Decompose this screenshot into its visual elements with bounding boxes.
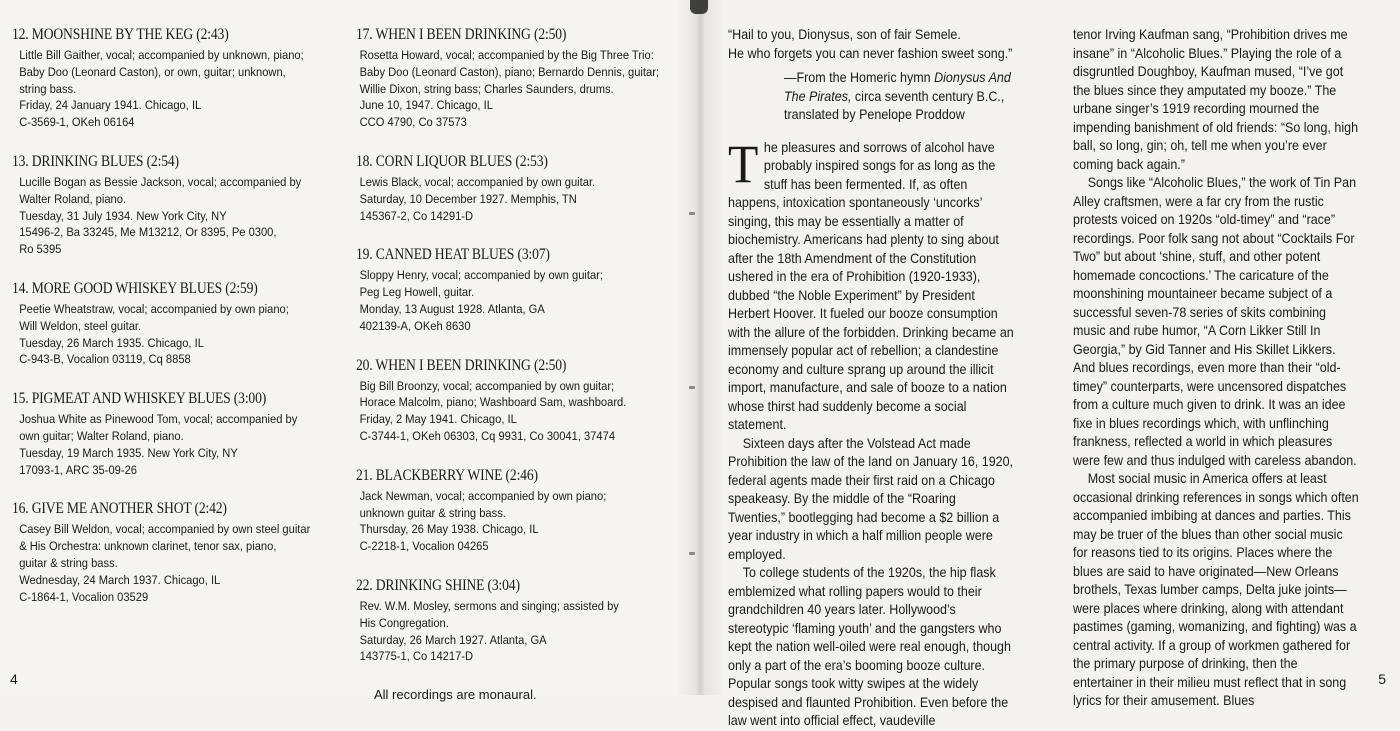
essay-paragraph-3: To college students of the 1920s, the hip flask emblemized what rolling papers would to their grandchildren 40 years later. Hollywood’s stereotypic ‘flaming youth’ and the gangsters who kept the nation well-oiled were real enough, though only a part of the era’s booming booze culture. Popular songs took witty swipes at the widely despised and flaunted Prohibition. Even before the law went into official effect, vaudeville (728, 565, 1011, 728)
drop-cap: T (728, 133, 759, 194)
track-entry (12, 153, 342, 258)
track-detail-line: CCO 4790, Co 37573 (359, 115, 467, 130)
track-detail-line: Tuesday, 19 March 1935. New York City, NY (19, 445, 238, 460)
binding-mark (689, 212, 695, 215)
track-detail-line: unknown guitar & string bass. (359, 505, 506, 520)
track-entry (12, 26, 342, 131)
epigraph-line: He who forgets you can never fashion sweet song.” (728, 45, 1013, 61)
attribution-title-part2: The Pirates, (784, 88, 852, 104)
track-detail-line: Baby Doo (Leonard Caston), or own, guitar; unknown, (19, 64, 286, 79)
track-detail-line: C-2218-1, Vocalion 04265 (359, 539, 489, 554)
track-detail-line: Will Weldon, steel guitar. (19, 318, 142, 333)
track-detail-line: Baby Doo (Leonard Caston), piano; Bernardo Dennis, guitar; (359, 64, 660, 79)
track-detail-line: & His Orchestra: unknown clarinet, tenor sax, piano, (19, 539, 277, 554)
track-detail-line: Saturday, 10 December 1927. Memphis, TN (359, 191, 577, 206)
essay-paragraph-5: Songs like “Alcoholic Blues,” the work of Tin Pan Alley craftsmen, were a far cry from the rustic protests voiced on 1920s “old-timey” and “race” recordings. Poor folk sang not about “Cocktails For Two” but about ‘shine, stuff, and other potent homemade concoctions.’ The caricature of the moonshining mountaineer became subject of a successful seven-78 series of skits combining music and rube humor, “A Corn Likker Still In Georgia,” by Gid Tanner and His Skillet Likkers. And blues recordings, even more than their “old-timey” counterparts, were uncensored dispatches from a culture much given to drink. It was an idee fixe in blues recordings which, with unflinching frankness, reflected a world in which pleasures were few and thus indulged with careless abandon. (1073, 175, 1357, 468)
track-detail-line: Horace Malcolm, piano; Washboard Sam, washboard. (359, 395, 627, 410)
track-detail-line: own guitar; Walter Roland, piano. (19, 428, 184, 443)
essay-column-b (1073, 26, 1385, 711)
binding-mark (689, 386, 695, 389)
track-detail-line: Jack Newman, vocal; accompanied by own piano; (359, 488, 607, 503)
essay-paragraph-2: Sixteen days after the Volstead Act made Prohibition the law of the land on January 16, 1920, federal agents made their first raid on a Chicago speakeasy. By the middle of the “Roaring Twenties,” bootlegging had become a $2 billion a year industry in which a half million people were employed. (728, 435, 1014, 562)
track-detail-line: Tuesday, 31 July 1934. New York City, NY (19, 208, 227, 223)
track-title: 22. DRINKING SHINE (3:04) (356, 576, 520, 594)
essay-paragraph-4: tenor Irving Kaufman sang, “Prohibition drives me insane” in “Alcoholic Blues.” Playing the role of a disgruntled Doughboy, Kaufman mused, “I’ve got the blues since they amputated my booze.” The urbane singer’s 1919 recording mourned the impending banishment of old friends: “So long, high ball, so long, gin; oh, tell me when you’re ever coming back again.” (1073, 27, 1359, 172)
epigraph-attribution (728, 69, 1040, 125)
track-detail-line: Little Bill Gaither, vocal; accompanied by unknown, piano; (19, 48, 304, 62)
page-number-right: 5 (1378, 671, 1386, 687)
track-detail-line: string bass. (19, 81, 77, 96)
track-detail-line: 143775-1, Co 14217-D (359, 649, 474, 664)
track-detail-line: Peetie Wheatstraw, vocal; accompanied by own piano; (19, 301, 289, 316)
track-detail-line: Ro 5395 (19, 242, 62, 257)
track-entry (356, 26, 674, 131)
binding-crease (690, 0, 708, 14)
track-entry (356, 467, 674, 555)
track-detail-line: Lucille Bogan as Bessie Jackson, vocal; accompanied by (19, 174, 302, 189)
track-detail-line: June 10, 1947. Chicago, IL (359, 98, 493, 113)
track-list-column-a (12, 26, 342, 627)
track-entry (12, 390, 342, 478)
track-list-column-b (356, 26, 674, 702)
track-entry (12, 500, 342, 605)
track-detail-line: 15496-2, Ba 33245, Me M13212, Or 8395, Pe 0300, (19, 225, 277, 240)
track-detail-line: 402139-A, OKeh 8630 (359, 318, 471, 333)
track-detail-line: Lewis Black, vocal; accompanied by own guitar. (359, 174, 596, 189)
track-detail-line: Monday, 13 August 1928. Atlanta, GA (359, 301, 545, 316)
track-detail-line: Joshua White as Pinewood Tom, vocal; accompanied by (19, 412, 298, 427)
track-detail-line: 17093-1, ARC 35-09-26 (19, 462, 138, 477)
track-detail-line: Big Bill Broonzy, vocal; accompanied by own guitar; (359, 378, 615, 393)
epigraph (728, 26, 1040, 63)
track-detail-line: Wednesday, 24 March 1937. Chicago, IL (19, 572, 221, 587)
track-detail-line: C-943-B, Vocalion 03119, Cq 8858 (19, 352, 191, 367)
track-detail-line: Sloppy Henry, vocal; accompanied by own guitar; (359, 268, 604, 283)
track-entry (356, 246, 674, 334)
track-title: 16. GIVE ME ANOTHER SHOT (2:42) (12, 500, 227, 518)
track-detail-line: Friday, 2 May 1941. Chicago, IL (359, 412, 517, 427)
track-entry (356, 577, 674, 665)
track-detail-line: Willie Dixon, string bass; Charles Saunders, drums. (359, 81, 614, 96)
attribution-date: circa seventh century B.C., (851, 88, 1005, 104)
essay-paragraph-1: The pleasures and sorrows of alcohol have probably inspired songs for as long as the stuff has been fermented. If, as often happens, intoxication spontaneously ‘uncorks’ singing, this may be essentially a matter of biochemistry. Americans had plenty to sing about after the 18th Amendment of the Constitution ushered in the era of Prohibition (1920-1933), dubbed “the Noble Experiment” by President Herbert Hoover. It fueled our booze consumption with the allure of the forbidden. Drinking became an immensely popular act of rebellion; a clandestine economy and culture sprang up around the illicit import, manufacture, and sale of booze to a nation whose thirst had suddenly become a social statement. (728, 133, 1014, 432)
attribution-translator: translated by Penelope Proddow (784, 107, 965, 122)
track-detail-line: Saturday, 26 March 1927. Atlanta, GA (359, 632, 547, 647)
essay-column-a (728, 26, 1040, 731)
track-title: 21. BLACKBERRY WINE (2:46) (356, 466, 538, 484)
track-entry (356, 357, 674, 445)
track-title: 17. WHEN I BEEN DRINKING (2:50) (356, 26, 567, 43)
track-detail-line: His Congregation. (359, 615, 449, 630)
essay-paragraph-6: Most social music in America offers at least occasional drinking references in songs which often accompanied imbibing at dances and parties. This may be truer of the blues than other social music for reasons tied to its origins. Places where the blues are said to have originated—New Orleans brothels, Texas lumber camps, Delta juke joints—were places where drinking, along with attendant pastimes (gaming, womanizing, and fighting) was a central activity. If a group of workmen gathered for the primary purpose of drinking, then the entertainer in their milieu must reflect that in song lyrics for their amusement. Blues (1073, 471, 1359, 708)
attribution-title-part1: Dionysus And (934, 70, 1011, 85)
track-entry (356, 153, 674, 224)
epigraph-line: “Hail to you, Dionysus, son of fair Semele. (728, 27, 961, 42)
track-detail-line: C-3744-1, OKeh 06303, Cq 9931, Co 30041, 37474 (359, 428, 616, 443)
track-detail-line: Thursday, 26 May 1938. Chicago, IL (359, 522, 539, 537)
track-title: 19. CANNED HEAT BLUES (3:07) (356, 246, 550, 264)
binding-mark (689, 552, 695, 555)
track-detail-line: Friday, 24 January 1941. Chicago, IL (19, 98, 202, 113)
page-gutter (676, 0, 724, 695)
track-detail-line: Rosetta Howard, vocal; accompanied by the Big Three Trio: (359, 48, 654, 62)
track-detail-line: Walter Roland, piano. (19, 191, 127, 206)
page-number-left: 4 (10, 671, 18, 687)
track-detail-line: C-1864-1, Vocalion 03529 (19, 589, 149, 604)
track-detail-line: 145367-2, Co 14291-D (359, 208, 474, 223)
track-detail-line: guitar & string bass. (19, 555, 118, 570)
track-detail-line: Tuesday, 26 March 1935. Chicago, IL (19, 335, 204, 350)
attribution-prefix: —From the Homeric hymn (784, 70, 935, 85)
track-detail-line: Peg Leg Howell, guitar. (359, 285, 475, 300)
track-title: 13. DRINKING BLUES (2:54) (12, 152, 179, 170)
track-title: 12. MOONSHINE BY THE KEG (2:43) (12, 26, 229, 43)
track-title: 20. WHEN I BEEN DRINKING (2:50) (356, 356, 567, 374)
track-title: 18. CORN LIQUOR BLUES (2:53) (356, 152, 548, 170)
track-detail-line: Casey Bill Weldon, vocal; accompanied by own steel guitar (19, 522, 311, 537)
track-detail-line: Rev. W.M. Mosley, sermons and singing; assisted by (359, 598, 619, 613)
track-detail-line: C-3569-1, OKeh 06164 (19, 115, 135, 130)
track-title: 14. MORE GOOD WHISKEY BLUES (2:59) (12, 279, 258, 297)
monaural-note: All recordings are monaural. (374, 687, 537, 703)
track-entry (12, 280, 342, 368)
track-title: 15. PIGMEAT AND WHISKEY BLUES (3:00) (12, 390, 267, 408)
